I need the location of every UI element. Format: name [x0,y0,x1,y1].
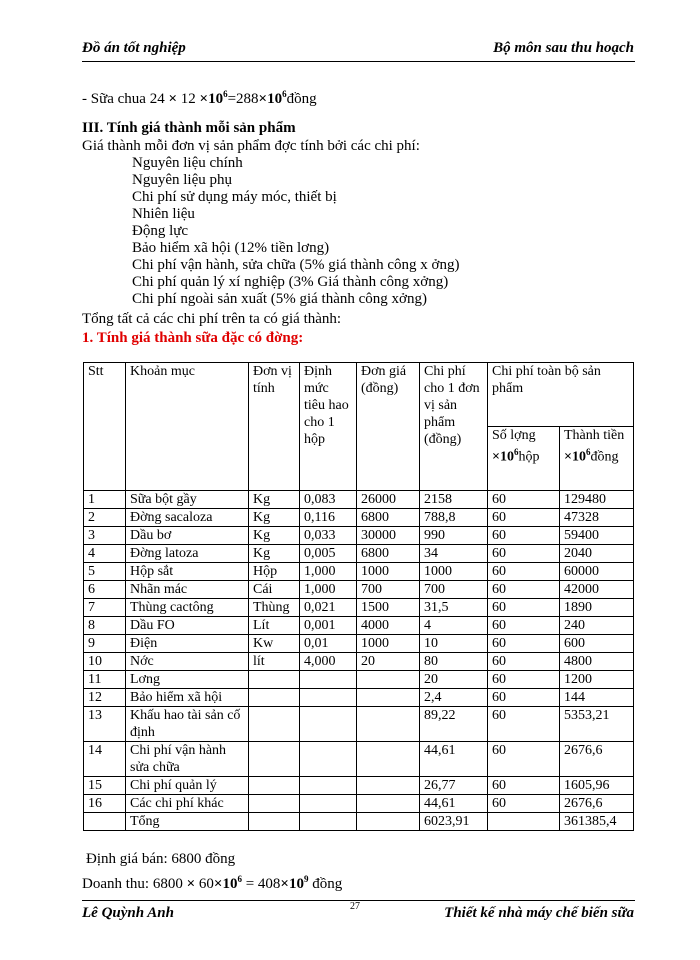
table-cell: 59400 [560,527,634,545]
table-body [84,491,634,813]
table-cell [300,671,357,689]
table-cell: 4 [420,617,488,635]
table-cell [357,795,420,813]
table-cell: Các chi phí khác [126,795,249,813]
header-right: Bộ môn sau thu hoạch [493,40,634,56]
table-cell: Dầu bơ [126,527,249,545]
table-cell [357,707,420,742]
table-cell: 2676,6 [560,742,634,777]
table-cell: 0,083 [300,491,357,509]
table-cell: 60 [488,707,560,742]
table-cell: Nhãn mác [126,581,249,599]
table-cell: 6 [84,581,126,599]
header-rule [82,61,635,62]
table-cell: 44,61 [420,795,488,813]
table-cell: Dầu FO [126,617,249,635]
table-cell: Kg [249,545,300,563]
table-cell: 20 [357,653,420,671]
table-cell [300,707,357,742]
page-number: 27 [350,901,360,912]
table-total-row: Tổng 6023,91 361385,4 [84,813,634,831]
list-item: Chi phí quản lý xí nghiệp (3% Giá thành công xởng) [132,274,449,290]
table-row [84,581,634,599]
table-cell: 44,61 [420,742,488,777]
table-cell: 60 [488,563,560,581]
table-cell: 1 [84,491,126,509]
table-row [84,653,634,671]
table-cell: 60 [488,671,560,689]
table-cell: Cái [249,581,300,599]
yogurt-line: - Sữa chua $24 \times 12 \times 10^6=288\times 10^6đồng$ [82,89,317,107]
table-cell [300,777,357,795]
table-cell: 129480 [560,491,634,509]
table-cell: Hộp [249,563,300,581]
section-intro: Giá thành mỗi đơn vị sản phẩm đợc tính bởi các chi phí: [82,138,420,154]
table-row [84,545,634,563]
table-row [84,742,634,777]
header-stt: Stt [84,363,126,491]
table-cell: 0,033 [300,527,357,545]
table-cell: 14 [84,742,126,777]
table-cell: 13 [84,707,126,742]
table-cell: Kg [249,509,300,527]
table-row [84,617,634,635]
table-row [84,671,634,689]
table-cell: 16 [84,795,126,813]
table-cell: 26,77 [420,777,488,795]
table-cell: 20 [420,671,488,689]
table-cell: 30000 [357,527,420,545]
table-row [84,527,634,545]
table-cell: 5353,21 [560,707,634,742]
list-item: Chi phí ngoài sản xuất (5% giá thành công xởng) [132,291,427,307]
table-cell: 4,000 [300,653,357,671]
table-cell: Kg [249,491,300,509]
table-cell: 144 [560,689,634,707]
list-item: Nguyên liệu chính [132,155,243,171]
table-cell: Khấu hao tài sản cố định [126,707,249,742]
header-total-group: Chi phí toàn bộ sản phẩm [488,363,634,427]
table-cell: 15 [84,777,126,795]
table-cell: 2 [84,509,126,527]
list-item: Chi phí sử dụng máy móc, thiết bị [132,189,337,205]
table-cell: Nớc [126,653,249,671]
table-cell: 1000 [357,563,420,581]
table-cell: 5 [84,563,126,581]
table-cell: 42000 [560,581,634,599]
revenue-line: Doanh thu: $6800 \times 60\times 10^6 = 408\times 10^9$ đồng [82,874,343,892]
table-cell: Đờng latoza [126,545,249,563]
table-cell: 60 [488,635,560,653]
table-cell: 60 [488,689,560,707]
table-cell: 2,4 [420,689,488,707]
table-cell: 0,01 [300,635,357,653]
table-cell: 60 [488,491,560,509]
table-cell: Bảo hiểm xã hội [126,689,249,707]
table-cell: 60 [488,527,560,545]
table-cell: 60 [488,581,560,599]
table-row [84,689,634,707]
table-cell: 60000 [560,563,634,581]
table-cell: 60 [488,777,560,795]
header-amount: Thành tiền $\times 10^6đồng$ [560,427,634,491]
table-cell: 1500 [357,599,420,617]
table-cell: 3 [84,527,126,545]
table-cell: 6800 [357,545,420,563]
table-row [84,563,634,581]
table-cell: Lơng [126,671,249,689]
header-unit: Đơn vị tính [249,363,300,491]
table-cell: 0,001 [300,617,357,635]
cost-table [83,362,634,831]
section-title: III. Tính giá thành mỗi sản phẩm [82,120,296,136]
footer-right: Thiết kế nhà máy chế biến sữa [444,905,634,921]
table-row [84,635,634,653]
table-cell: 1890 [560,599,634,617]
table-cell: Lít [249,617,300,635]
table-cell: 9 [84,635,126,653]
table-cell: 7 [84,599,126,617]
table-cell: lít [249,653,300,671]
table-cell: 0,021 [300,599,357,617]
table-cell [249,689,300,707]
table-cell: 4800 [560,653,634,671]
summary-line: Tổng tất cả các chi phí trên ta có giá thành: [82,311,342,327]
table-cell: 1,000 [300,563,357,581]
table-cell: 60 [488,509,560,527]
header-norm: Định mức tiêu hao cho 1 hộp [300,363,357,491]
table-row [84,491,634,509]
table-cell: 1000 [420,563,488,581]
header-left: Đồ án tốt nghiệp [82,40,186,56]
table-cell: 600 [560,635,634,653]
table-cell: Kg [249,527,300,545]
table-cell [300,742,357,777]
table-cell: Kw [249,635,300,653]
table-row [84,795,634,813]
table-cell: 0,116 [300,509,357,527]
table-cell: 47328 [560,509,634,527]
table-cell: 60 [488,653,560,671]
footer-left: Lê Quỳnh Anh [82,905,174,921]
table-cell: 1,000 [300,581,357,599]
header-item: Khoản mục [126,363,249,491]
table-cell: Đờng sacaloza [126,509,249,527]
table-cell: Hộp sắt [126,563,249,581]
table-cell: 26000 [357,491,420,509]
table-cell: 4 [84,545,126,563]
table-cell [357,689,420,707]
table-cell: 0,005 [300,545,357,563]
list-item: Bảo hiểm xã hội (12% tiền lơng) [132,240,330,256]
table-cell [249,742,300,777]
table-cell [300,689,357,707]
table-cell: 60 [488,617,560,635]
header-cost-unit: Chi phí cho 1 đơn vị sản phẩm (đồng) [420,363,488,491]
price-line: Định giá bán: 6800 đồng [86,851,236,867]
table-row [84,777,634,795]
table-cell: Điện [126,635,249,653]
table-cell [249,707,300,742]
table-cell [357,777,420,795]
table-cell: 60 [488,795,560,813]
table-cell: Chi phí quản lý [126,777,249,795]
table-cell: 89,22 [420,707,488,742]
header-qty: Số lợng $\times 10^6hộp$ [488,427,560,491]
table-cell: 4000 [357,617,420,635]
table-cell [357,671,420,689]
table-cell: Thùng cactông [126,599,249,617]
table-cell: 2676,6 [560,795,634,813]
list-item: Nhiên liệu [132,206,195,222]
table-cell [249,671,300,689]
table-cell: 34 [420,545,488,563]
table-cell [249,777,300,795]
table-cell: 240 [560,617,634,635]
table-cell: 12 [84,689,126,707]
table-cell: Sữa bột gầy [126,491,249,509]
list-item: Động lực [132,223,189,239]
table-cell: 60 [488,599,560,617]
table-row [84,509,634,527]
cost-item-list [132,155,459,308]
table-cell: Chi phí vận hành sửa chữa [126,742,249,777]
header-price: Đơn giá (đồng) [357,363,420,491]
subsection-title: 1. Tính giá thành sữa đặc có đờng: [82,330,304,346]
table-cell: 1605,96 [560,777,634,795]
table-cell: 8 [84,617,126,635]
table-cell: 80 [420,653,488,671]
table-cell: 788,8 [420,509,488,527]
table-row [84,599,634,617]
table-cell: 10 [84,653,126,671]
list-item: Nguyên liệu phụ [132,172,232,188]
table-cell: 60 [488,742,560,777]
table-cell: 1000 [357,635,420,653]
table-cell: 11 [84,671,126,689]
table-cell [357,742,420,777]
table-cell: 31,5 [420,599,488,617]
table-cell [249,795,300,813]
table-cell: 2158 [420,491,488,509]
table-row [84,707,634,742]
table-cell: 2040 [560,545,634,563]
table-cell: 990 [420,527,488,545]
list-item: Chi phí vận hành, sửa chữa (5% giá thành công x ởng) [132,257,460,273]
table-cell: 700 [357,581,420,599]
table-cell: 1200 [560,671,634,689]
table-cell: 10 [420,635,488,653]
table-cell: 60 [488,545,560,563]
table-cell: 6800 [357,509,420,527]
table-cell [300,795,357,813]
table-cell: 700 [420,581,488,599]
table-cell: Thùng [249,599,300,617]
